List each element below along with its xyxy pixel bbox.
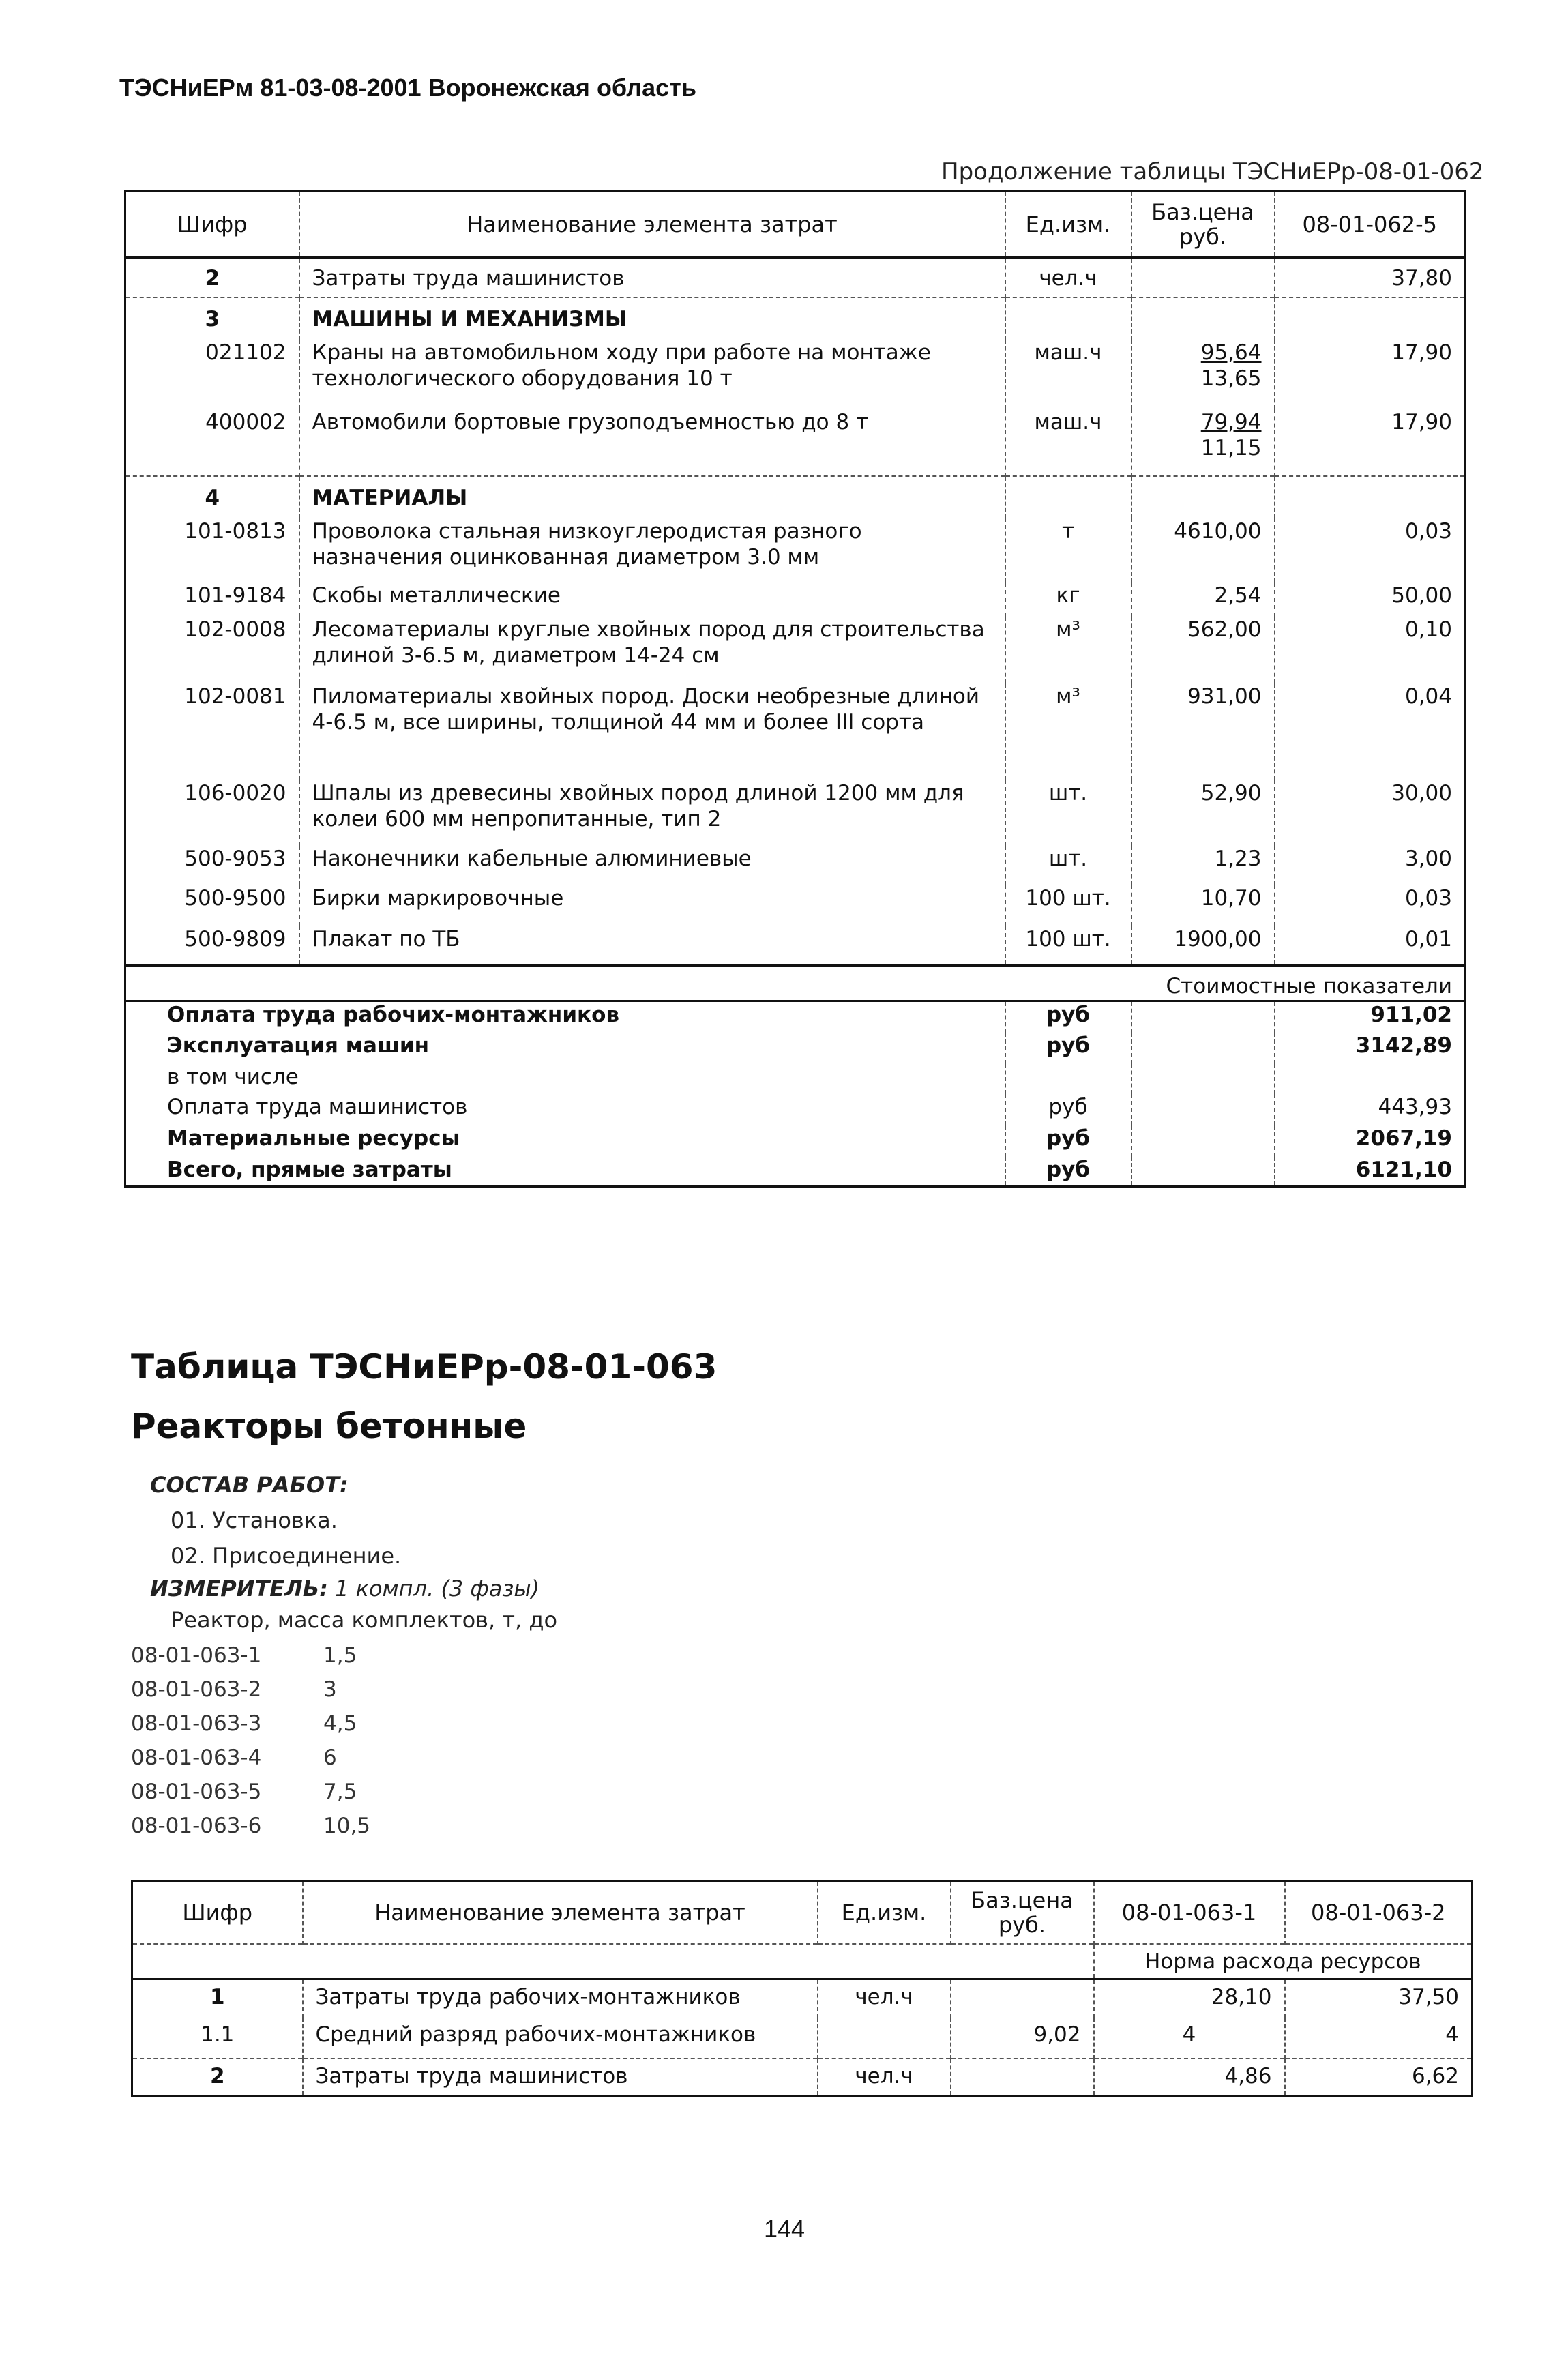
table-subtitle: Реакторы бетонные	[131, 1406, 527, 1446]
measure-value: 1 компл. (3 фазы)	[335, 1576, 540, 1602]
list-item: 08-01-063-3 4,5	[131, 1711, 357, 1736]
summary-row: Оплата труда рабочих-монтажников руб 911,02	[125, 1001, 1466, 1033]
table-row: 400002 Автомобили бортовые грузоподъемностью до 8 т маш.ч 79,94 11,15 17,90	[125, 409, 1466, 476]
list-item: 08-01-063-1 1,5	[131, 1643, 357, 1668]
table-continuation-caption: Продолжение таблицы ТЭСНиЕРр-08-01-062	[941, 158, 1484, 186]
list-item: 08-01-063-4 6	[131, 1745, 337, 1770]
col-norm1-header: 08-01-063-1	[1094, 1881, 1285, 1944]
summary-row: Эксплуатация машин руб 3142,89	[125, 1033, 1466, 1064]
table-row: 500-9053 Наконечники кабельные алюминиевые шт. 1,23 3,00	[125, 846, 1466, 885]
col-code-header: Шифр	[177, 211, 248, 237]
page-number: 144	[764, 2215, 805, 2243]
measure-line	[150, 1576, 539, 1602]
table-row: 101-0813 Проволока стальная низкоуглеродистая разного назначения оцинкованная диаметром 3.0 мм т 4610,00 0,03	[125, 518, 1466, 582]
work-item: 02. Присоединение.	[171, 1543, 402, 1569]
table-header-row	[132, 1881, 1473, 1944]
work-item: 01. Установка.	[171, 1507, 338, 1533]
table-row: 102-0081 Пиломатериалы хвойных пород. Доски необрезные длиной 4-6.5 м, все ширины, толщиной 44 мм и более III сорта м³ 931,00 0,04	[125, 683, 1466, 780]
col-code-header: Шифр	[182, 1899, 253, 1926]
col-name-header: Наименование элемента затрат	[299, 191, 1005, 258]
table-row: 500-9809 Плакат по ТБ 100 шт. 1900,00 0,01	[125, 926, 1466, 966]
list-item: 08-01-063-5 7,5	[131, 1780, 357, 1804]
table-row: 2 Затраты труда машинистов чел.ч 4,86 6,62	[132, 2059, 1473, 2097]
resource-table-062	[124, 190, 1466, 1188]
col-norm-header: 08-01-062-5	[1275, 191, 1466, 258]
cost-indicators-title: Стоимостные показатели	[125, 966, 1466, 1001]
summary-row: Оплата труда машинистов руб 443,93	[125, 1094, 1466, 1125]
table-row: 106-0020 Шпалы из древесины хвойных пород длиной 1200 мм для колеи 600 мм непропитанные, тип 2 шт. 52,90 30,00	[125, 780, 1466, 846]
summary-row: Всего, прямые затраты руб 6121,10	[125, 1157, 1466, 1187]
col-norm2-header: 08-01-063-2	[1285, 1881, 1473, 1944]
col-unit-header: Ед.изм.	[1005, 191, 1131, 258]
list-item: 08-01-063-2 3	[131, 1677, 337, 1702]
list-item: 08-01-063-6 10,5	[131, 1814, 371, 1838]
summary-row: в том числе	[125, 1064, 1466, 1094]
col-unit-header: Ед.изм.	[818, 1881, 951, 1944]
document-header: ТЭСНиЕРм 81-03-08-2001 Воронежская область	[119, 74, 696, 102]
table-row: 500-9500 Бирки маркировочные 100 шт. 10,70 0,03	[125, 885, 1466, 926]
table-row: 101-9184 Скобы металлические кг 2,54 50,00	[125, 582, 1466, 617]
norm-header-row	[132, 1944, 1473, 1979]
reactor-mass-list	[131, 1638, 370, 1843]
table-row: 1 Затраты труда рабочих-монтажников чел.ч 28,10 37,50	[132, 1979, 1473, 2018]
resource-table-063	[131, 1880, 1473, 2097]
table-header-row	[125, 191, 1466, 258]
col-price-header: Баз.цена руб.	[951, 1881, 1094, 1944]
table-row: 2 Затраты труда машинистов чел.ч 37,80	[125, 258, 1466, 297]
summary-row: Материальные ресурсы руб 2067,19	[125, 1125, 1466, 1157]
section-row: 3 МАШИНЫ И МЕХАНИЗМЫ	[125, 297, 1466, 340]
col-price-header: Баз.цена руб.	[1131, 191, 1275, 258]
work-composition-label: СОСТАВ РАБОТ:	[150, 1472, 349, 1498]
cost-indicators-row	[125, 966, 1466, 1001]
col-name-header: Наименование элемента затрат	[303, 1881, 818, 1944]
measure-label: ИЗМЕРИТЕЛЬ:	[150, 1576, 328, 1602]
table-row: 1.1 Средний разряд рабочих-монтажников 9,02 4 4	[132, 2018, 1473, 2059]
table-row: 102-0008 Лесоматериалы круглые хвойных пород для строительства длиной 3-6.5 м, диаметром 14-24 см м³ 562,00 0,10	[125, 617, 1466, 683]
reactor-mass-line: Реактор, масса комплектов, т, до	[171, 1607, 558, 1633]
table-row: 021102 Краны на автомобильном ходу при работе на монтаже технологического оборудования 10 т маш.ч 95,64 13,65 17,90	[125, 340, 1466, 409]
table-title: Таблица ТЭСНиЕРр-08-01-063	[131, 1347, 718, 1387]
section-row: 4 МАТЕРИАЛЫ	[125, 476, 1466, 518]
norm-header: Норма расхода ресурсов	[1094, 1944, 1473, 1979]
